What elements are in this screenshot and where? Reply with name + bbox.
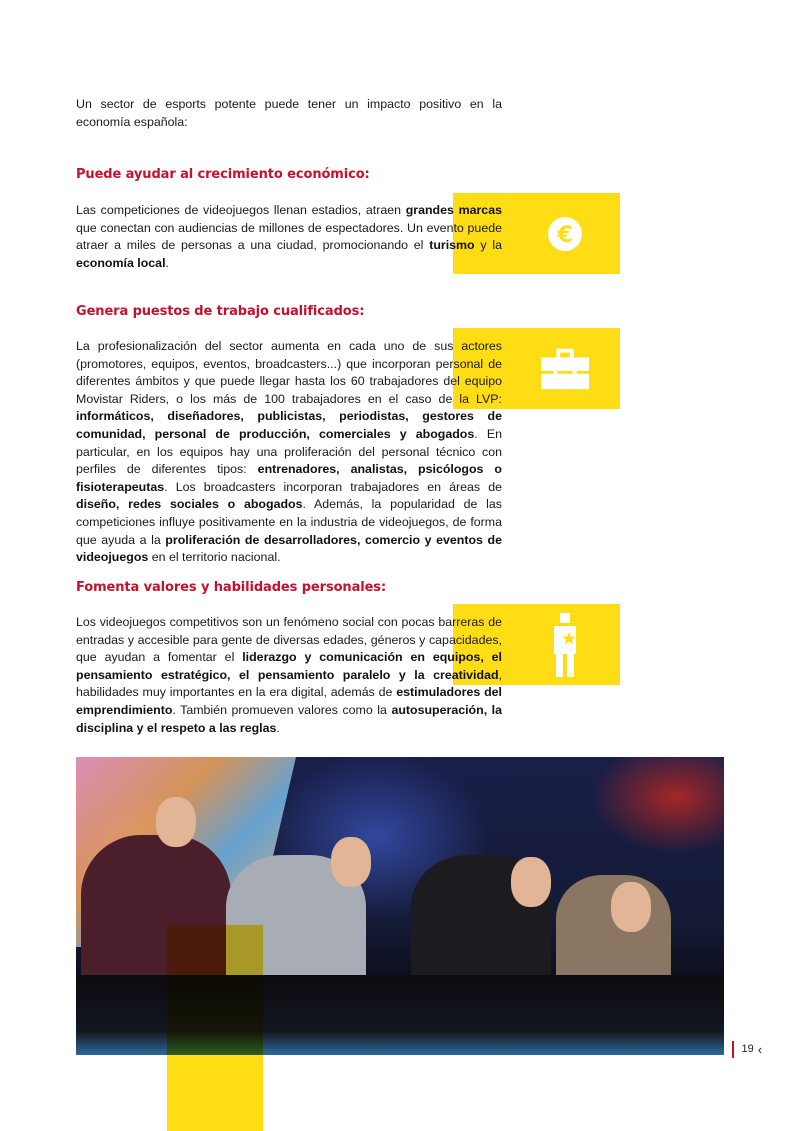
commentator-3-head xyxy=(511,857,551,907)
section-body-qualified-jobs: La profesionalización del sector aumenta en cada uno de sus actores (promotores, equipos, eventos, broadcasters...) que incorporan personal de diferentes ámbitos y que puede llegar hasta los 60 trabajadores del equipo Movistar Riders, o los más de 100 trabajadores en el caso de la LVP: informáticos, diseñadores, publicistas, periodistas, gestores de comunidad, personal de producción, comerciales y abogados. En particular, en los equipos hay una proliferación del personal técnico con perfiles de diferentes tipos: entrenadores, analistas, psicólogos o fisioterapeutas. Los broadcasters incorporan trabajadores en áreas de diseño, redes sociales o abogados. Además, la popularidad de las competiciones influye positivamente en la industria de videojuegos, de forma que ayuda a la proliferación de desarrolladores, comercio y eventos de videojuegos en el territorio nacional. xyxy=(76,339,502,565)
person-star-icon xyxy=(540,613,590,677)
briefcase-icon xyxy=(540,343,590,393)
emphasis-text: estimuladores del emprendimiento xyxy=(76,685,502,717)
page-number-rule xyxy=(732,1041,734,1058)
section-body-economic-growth: Las competiciones de videojuegos llenan estadios, atraen grandes marcas que conectan con audiencias de millones de espectadores. Un evento puede atraer a miles de personas a una ciudad, promocionando el turismo y la economía local. xyxy=(76,203,502,270)
svg-text:€: € xyxy=(557,223,573,248)
commentator-1-head xyxy=(156,797,196,847)
emphasis-text: grandes marcas xyxy=(405,203,502,217)
intro-paragraph: Un sector de esports potente puede tener un impacto positivo en la economía española: xyxy=(76,97,502,129)
emphasis-text: turismo xyxy=(429,238,475,253)
chevron-left-icon[interactable]: ‹ xyxy=(757,1041,763,1057)
emphasis-text: informáticos, diseñadores, publicistas, periodistas, gestores de comunidad, personal de producción, comerciales y abogados xyxy=(76,409,502,441)
section-body-personal-values: Los videojuegos competitivos son un fenómeno social con pocas barreras de entradas y accesible para gente de diversas edades, géneros y capacidades, que ayudan a fomentar el liderazgo y comunicación en equipos, el pensamiento estratégico, el pensamiento paralelo y la creatividad, habilidades muy importantes en la era digital, además de estimuladores del emprendimiento. También promueven valores como la autosuperación, la disciplina y el respeto a las reglas. xyxy=(76,615,503,735)
section-heading-personal-values: Fomenta valores y habilidades personales: xyxy=(76,580,387,595)
emphasis-text: proliferación de desarrolladores, comercio y eventos de videojuegos xyxy=(76,532,502,565)
commentator-2-head xyxy=(331,837,371,887)
emphasis-text: liderazgo y comunicación en equipos, el pensamiento estratégico, el pensamiento paralelo y la creatividad xyxy=(76,650,503,682)
yellow-accent-bar-overlay xyxy=(167,925,263,1055)
section-heading-economic-growth: Puede ayudar al crecimiento económico: xyxy=(76,167,370,182)
yellow-accent-bar xyxy=(167,1055,263,1131)
emphasis-text: entrenadores, analistas, psicólogos o fisioterapeutas xyxy=(76,462,502,494)
section-heading-qualified-jobs: Genera puestos de trabajo cualificados: xyxy=(76,304,365,319)
euro-coin-icon xyxy=(540,209,590,259)
emphasis-text: economía local xyxy=(76,255,166,270)
emphasis-text: diseño, redes sociales o abogados xyxy=(76,497,303,512)
emphasis-text: autosuperación, la disciplina y el respeto a las reglas xyxy=(76,702,502,735)
commentator-4-head xyxy=(611,882,651,932)
page-number xyxy=(732,1040,762,1058)
page-number-value: 19 xyxy=(741,1043,754,1055)
